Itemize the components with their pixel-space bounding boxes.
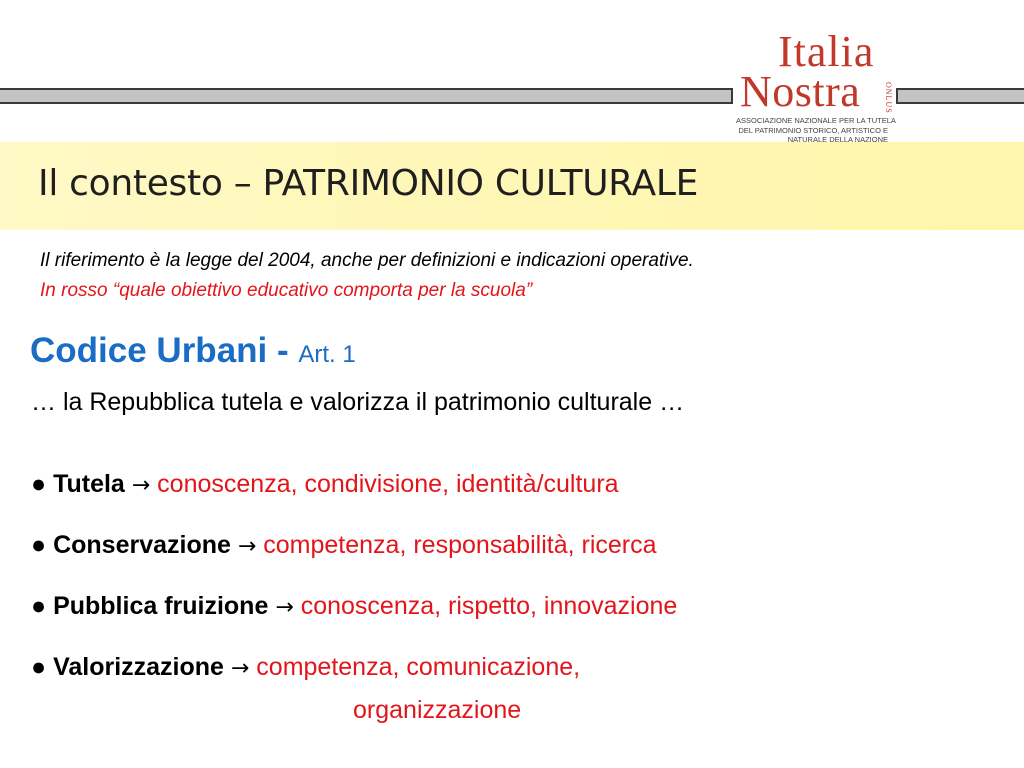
bullet-marker: ● xyxy=(31,470,47,498)
bullet-marker: ● xyxy=(31,592,47,620)
logo-subtitle-line: ASSOCIAZIONE NAZIONALE PER LA TUTELA xyxy=(736,116,896,125)
arrow-right-icon: → xyxy=(275,595,294,620)
arrow-right-icon: → xyxy=(230,656,250,681)
bullet-term: Pubblica fruizione xyxy=(53,592,269,620)
bullet-item-pubblica-fruizione xyxy=(31,592,677,621)
bullet-marker: ● xyxy=(31,653,47,681)
bullet-item-valorizzazione xyxy=(31,653,580,682)
bullet-value: conoscenza, rispetto, innovazione xyxy=(300,592,678,620)
header-rule-right xyxy=(896,88,1024,104)
bullet-value: competenza, responsabilità, ricerca xyxy=(263,531,657,559)
intro-red-legend: In rosso “quale obiettivo educativo comporta per la scuola” xyxy=(40,280,533,301)
bullet-value: competenza, comunicazione, xyxy=(256,653,581,681)
bullet-item-tutela xyxy=(31,470,619,499)
logo-subtitle-line: NATURALE DELLA NAZIONE xyxy=(787,135,888,142)
arrow-right-icon: → xyxy=(131,473,151,498)
header-rule-left xyxy=(0,88,733,104)
logo-name-line1: Italia xyxy=(778,30,875,76)
bullet-value: conoscenza, condivisione, identità/cultura xyxy=(157,470,619,498)
code-heading xyxy=(30,331,356,371)
bullet-value-continuation: organizzazione xyxy=(353,696,522,724)
bullet-term: Valorizzazione xyxy=(53,653,224,681)
arrow-right-icon: → xyxy=(237,534,257,559)
code-heading-title: Codice Urbani - xyxy=(30,331,299,370)
italia-nostra-logo xyxy=(736,30,896,142)
intro-reference-text: Il riferimento è la legge del 2004, anche per definizioni e indicazioni operative. xyxy=(40,250,694,271)
logo-onlus: ONLUS xyxy=(884,82,893,114)
bullet-term: Conservazione xyxy=(53,531,231,559)
logo-name-line2: Nostra xyxy=(740,67,861,116)
logo-subtitle-line: DEL PATRIMONIO STORICO, ARTISTICO E xyxy=(738,125,888,135)
logo-subtitle xyxy=(736,116,896,142)
bullet-term: Tutela xyxy=(53,470,125,498)
code-heading-article: Art. 1 xyxy=(298,341,356,368)
bullet-marker: ● xyxy=(31,531,47,559)
code-quote: … la Repubblica tutela e valorizza il patrimonio culturale … xyxy=(31,388,685,416)
bullet-item-conservazione xyxy=(31,531,657,560)
slide-title: Il contesto – PATRIMONIO CULTURALE xyxy=(38,163,699,204)
